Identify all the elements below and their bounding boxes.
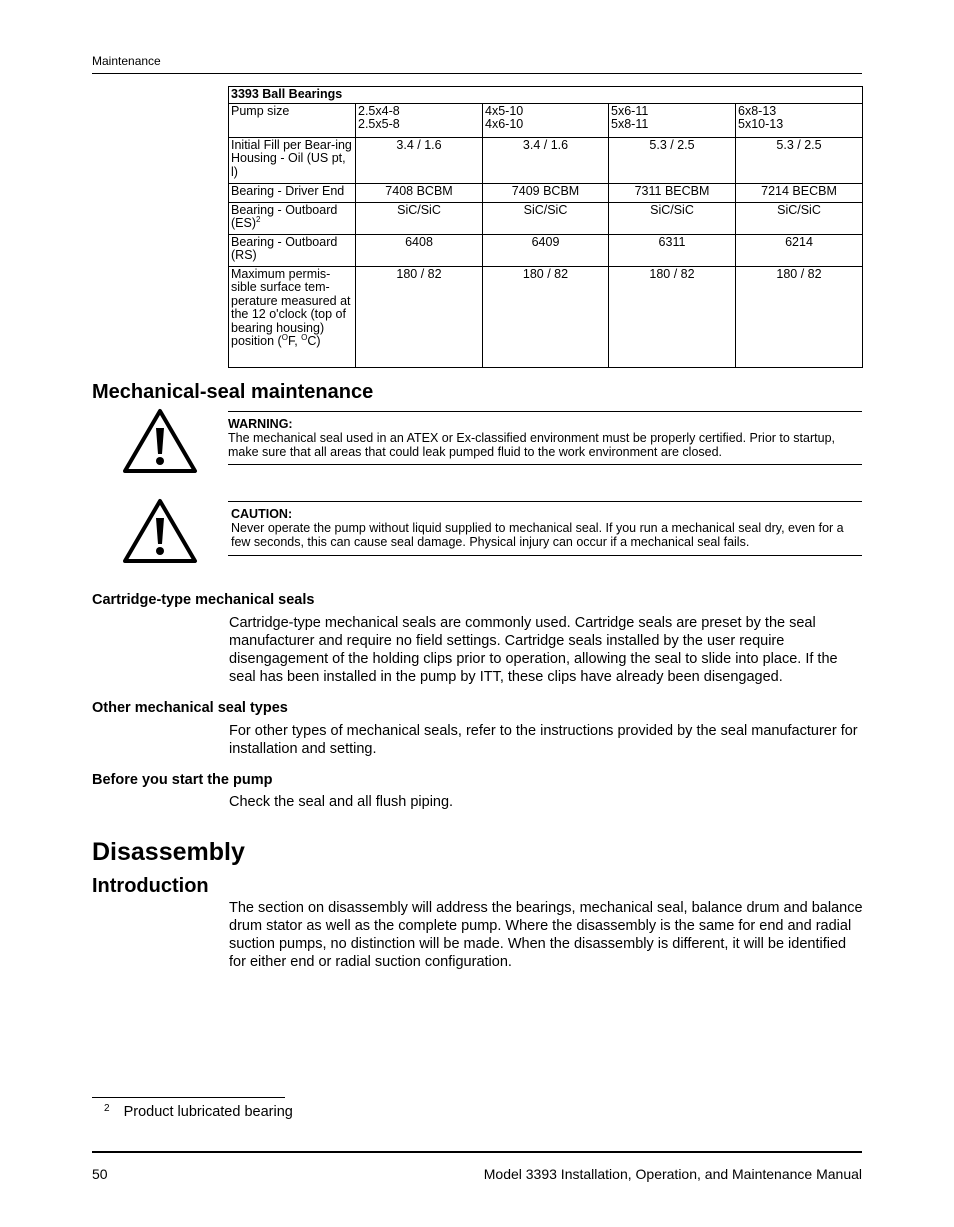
table-cell: 6409 xyxy=(483,234,609,266)
table-cell: 5.3 / 2.5 xyxy=(609,137,736,183)
warning-notice xyxy=(228,411,862,465)
table-cell: 7311 BECBM xyxy=(609,183,736,202)
section-heading-mechanical-seal: Mechanical-seal maintenance xyxy=(92,381,374,403)
ball-bearings-table xyxy=(228,86,863,368)
table-cell: 180 / 82 xyxy=(483,266,609,367)
header-rule xyxy=(92,73,862,74)
row-label: Initial Fill per Bear-ing Housing - Oil (US pt, l) xyxy=(229,137,356,183)
running-header: Maintenance xyxy=(92,54,161,68)
caution-text: Never operate the pump without liquid supplied to mechanical seal. If you run a mechanical seal dry, even for a few seconds, this can cause seal damage. Physical injury can occur if a mechanical seal fails. xyxy=(231,521,844,549)
chapter-heading-disassembly: Disassembly xyxy=(92,838,245,866)
manual-title: Model 3393 Installation, Operation, and Maintenance Manual xyxy=(483,1166,862,1182)
table-cell: 7214 BECBM xyxy=(736,183,863,202)
table-cell: 3.4 / 1.6 xyxy=(483,137,609,183)
introduction-text: The section on disassembly will address the bearings, mechanical seal, balance drum and balance drum stator as well as the complete pump. Where the disassembly is the same for end and radial suction pumps, no distinction will be made. When the disassembly is different, it will be identified for either end or radial suction configuration. xyxy=(229,900,863,970)
table-cell: 6x8-13 5x10-13 xyxy=(736,103,863,137)
subheading-before-start: Before you start the pump xyxy=(92,772,273,788)
table-row xyxy=(229,266,863,367)
table-cell: 4x5-10 4x6-10 xyxy=(483,103,609,137)
row-label: Bearing - Outboard (RS) xyxy=(229,234,356,266)
row-label: Pump size xyxy=(229,103,356,137)
table-cell: 180 / 82 xyxy=(356,266,483,367)
footnote-rule xyxy=(92,1097,285,1098)
table-title-row xyxy=(229,87,863,104)
table-cell: 6214 xyxy=(736,234,863,266)
warning-label: WARNING: xyxy=(228,417,293,431)
table-cell: SiC/SiC xyxy=(483,202,609,234)
other-seals-text: For other types of mechanical seals, refer to the instructions provided by the seal manufacturer for installation and setting. xyxy=(229,723,858,757)
table-cell: 5.3 / 2.5 xyxy=(736,137,863,183)
page-number: 50 xyxy=(92,1166,108,1182)
row-label: Bearing - Driver End xyxy=(229,183,356,202)
row-label: Maximum permis-sible surface tem-perature measured at the 12 o'clock (top of bearing housing) position ($^O$F, $^O$C) xyxy=(229,266,356,367)
table-cell: 3.4 / 1.6 xyxy=(356,137,483,183)
table-cell: 6408 xyxy=(356,234,483,266)
table-cell: 180 / 82 xyxy=(609,266,736,367)
table-cell: 7409 BCBM xyxy=(483,183,609,202)
table-cell: 180 / 82 xyxy=(736,266,863,367)
before-start-text: Check the seal and all flush piping. xyxy=(229,794,454,810)
footnote xyxy=(104,1104,293,1120)
table-cell: SiC/SiC xyxy=(736,202,863,234)
table-cell: SiC/SiC xyxy=(609,202,736,234)
table-cell: 7408 BCBM xyxy=(356,183,483,202)
table-row xyxy=(229,234,863,266)
table-cell: 5x6-11 5x8-11 xyxy=(609,103,736,137)
section-heading-introduction: Introduction xyxy=(92,875,209,897)
table-row xyxy=(229,202,863,234)
footnote-number: 2 xyxy=(104,1103,110,1114)
table-row xyxy=(229,137,863,183)
caution-notice xyxy=(228,501,862,556)
caution-label: CAUTION: xyxy=(231,507,293,521)
table-row xyxy=(229,183,863,202)
table-cell: SiC/SiC xyxy=(356,202,483,234)
table-row xyxy=(229,103,863,137)
row-label: Bearing - Outboard (ES)$^2$ xyxy=(229,202,356,234)
subheading-other-seals: Other mechanical seal types xyxy=(92,700,288,716)
warning-triangle-icon xyxy=(122,408,198,474)
cartridge-seals-text: Cartridge-type mechanical seals are commonly used. Cartridge seals are preset by the seal manufacturer and require no field settings. Cartridge seals installed by the user require disengagement of the holding clips prior to operation, allowing the seal to slide into place. If the seal has been installed in the pump by ITT, these clips have already been disengaged. xyxy=(229,615,838,685)
footnote-text: Product lubricated bearing xyxy=(123,1104,293,1120)
subheading-cartridge-seals: Cartridge-type mechanical seals xyxy=(92,592,315,608)
warning-triangle-icon xyxy=(122,498,198,564)
table-title: 3393 Ball Bearings xyxy=(229,87,863,104)
table-cell: 6311 xyxy=(609,234,736,266)
table-cell: 2.5x4-8 2.5x5-8 xyxy=(356,103,483,137)
footer-rule xyxy=(92,1151,862,1153)
warning-text: The mechanical seal used in an ATEX or Ex-classified environment must be properly certified. Prior to startup, make sure that all areas that could leak pumped fluid to the work environment are closed. xyxy=(228,431,835,459)
